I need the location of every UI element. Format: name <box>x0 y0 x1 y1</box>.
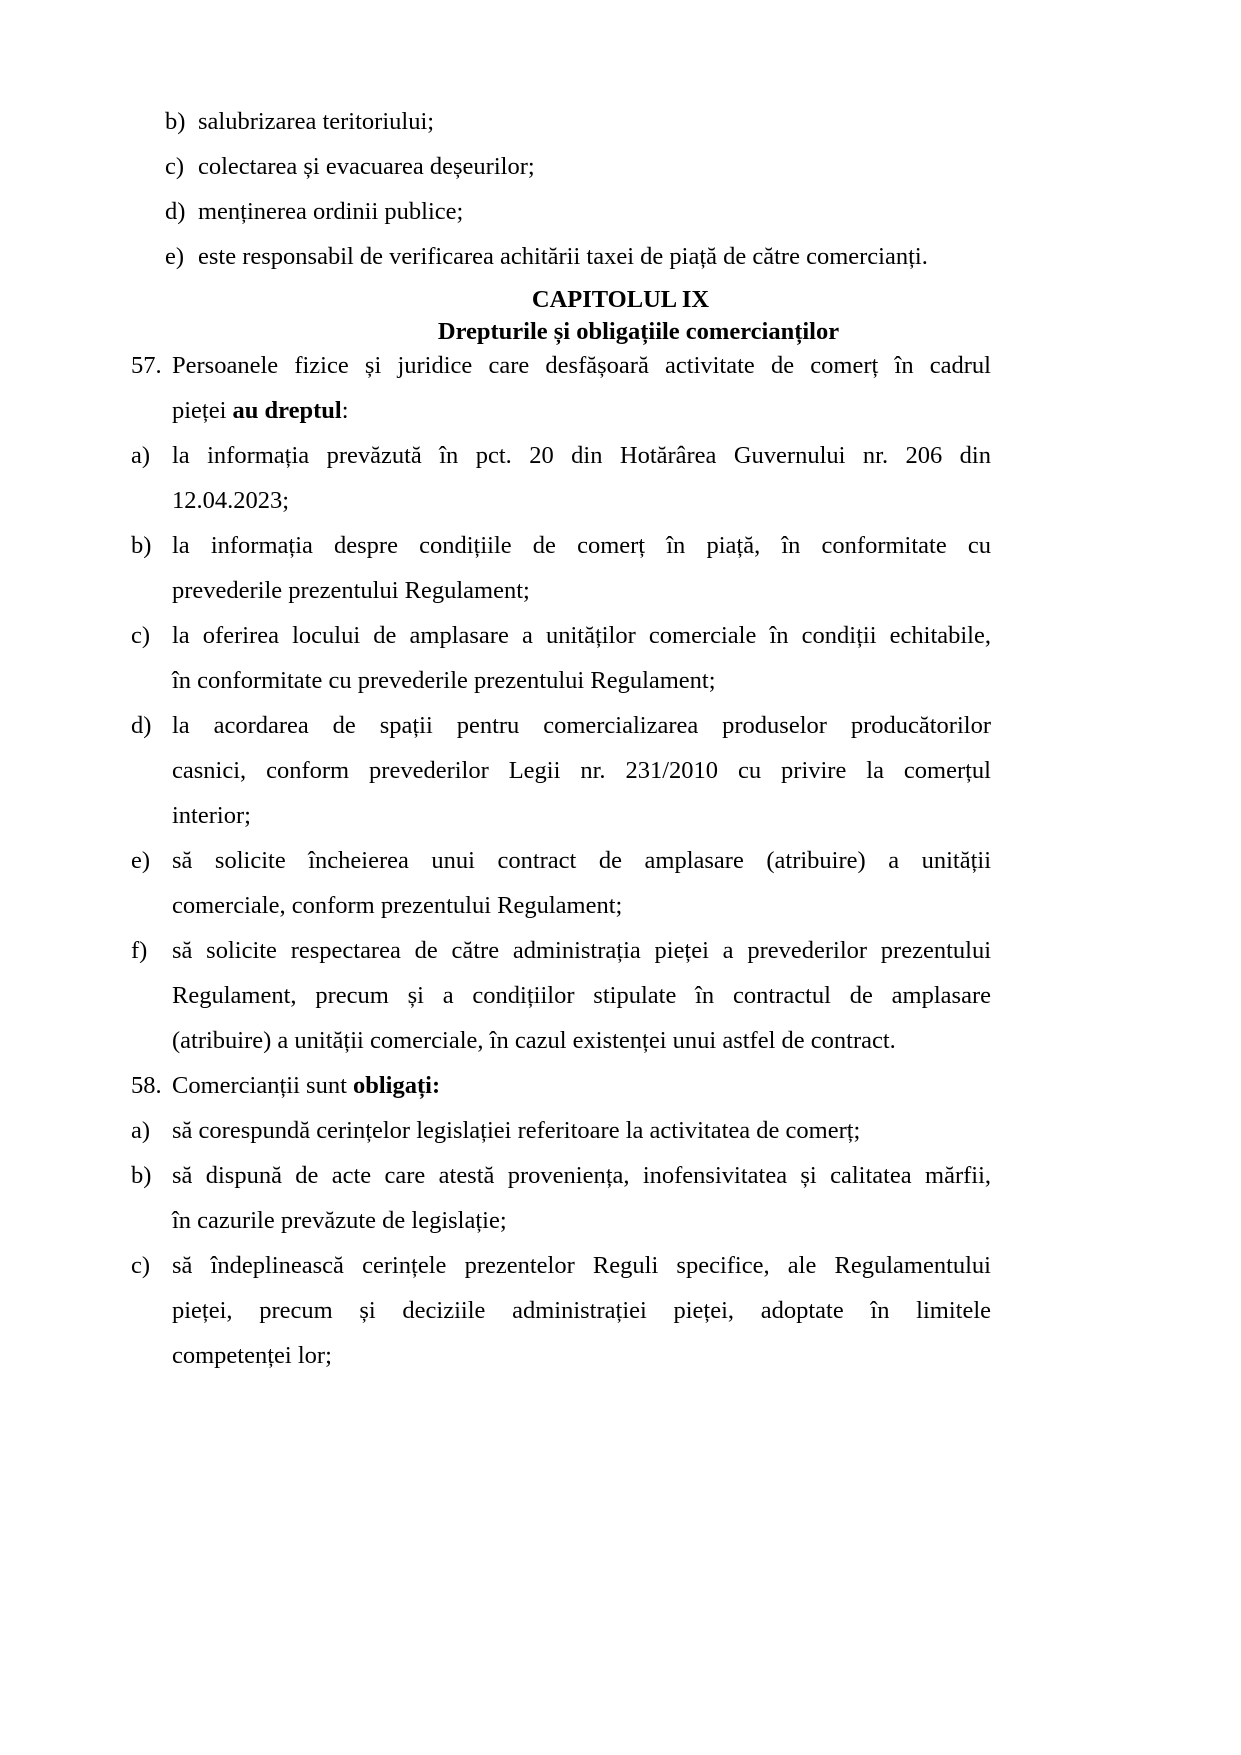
list-item-label: c) <box>131 622 151 649</box>
text-line: în cazurile prevăzute de legislație; <box>172 1207 507 1234</box>
text-segment: Comercianții sunt <box>172 1072 353 1099</box>
list-item-label: b) <box>165 108 186 135</box>
chapter-number: CAPITOLUL IX <box>531 286 710 313</box>
list-item-label: b) <box>131 1162 152 1189</box>
list-item <box>165 239 995 284</box>
text-line: pieței, precum și deciziile administrației pieței, adoptate în limitele <box>172 1297 991 1324</box>
point-58-items <box>131 1108 991 1378</box>
text-line: casnici, conform prevederilor Legii nr. 231/2010 cu privire la comerțul <box>172 757 991 784</box>
list-item <box>131 433 991 523</box>
bold-phrase: obligați: <box>353 1072 441 1099</box>
list-item-label: d) <box>131 712 152 739</box>
list-item-text <box>172 523 991 613</box>
text-line: în conformitate cu prevederile prezentului Regulament; <box>172 667 716 694</box>
text-line <box>172 388 991 433</box>
list-item-text: este responsabil de verificarea achitării taxei de piață de către comercianți. <box>198 243 928 270</box>
text-line <box>172 1063 991 1108</box>
text-line: să corespundă cerințelor legislației referitoare la activitatea de comerț; <box>172 1117 861 1144</box>
list-item-label: f) <box>131 937 148 964</box>
list-item-label: c) <box>165 153 185 180</box>
list-item-label: b) <box>131 532 152 559</box>
list-item-label: a) <box>131 1117 151 1144</box>
list-item <box>165 194 995 239</box>
point-number: 57. <box>131 352 162 379</box>
text-line: la oferirea locului de amplasare a unităților comerciale în condiții echitabile, <box>172 622 991 649</box>
text-line: să îndeplinească cerințele prezentelor Reguli specifice, ale Regulamentului <box>172 1252 991 1279</box>
list-item-text <box>172 1153 991 1243</box>
list-item-label: a) <box>131 442 151 469</box>
text-line: (atribuire) a unității comerciale, în cazul existenței unui astfel de contract. <box>172 1027 896 1054</box>
list-item-text <box>172 838 991 928</box>
chapter-title: Drepturile și obligațiile comercianților <box>437 318 840 345</box>
list-item-text <box>172 433 991 523</box>
list-item-text <box>172 928 991 1063</box>
list-item <box>165 104 995 149</box>
list-item-text <box>172 703 991 838</box>
text-segment: pieței <box>172 397 233 424</box>
point-text <box>172 1063 991 1108</box>
text-line: Regulament, precum și a condițiilor stipulate în contractul de amplasare <box>172 982 991 1009</box>
text-line: prevederile prezentului Regulament; <box>172 577 530 604</box>
point-text <box>172 343 991 433</box>
text-line: la acordarea de spații pentru comercializarea produselor producătorilor <box>172 712 991 739</box>
list-item <box>131 838 991 928</box>
list-item-label: e) <box>165 243 185 270</box>
list-item <box>131 1108 991 1153</box>
bold-phrase: au dreptul <box>232 397 342 424</box>
list-item <box>131 523 991 613</box>
list-item-text: menținerea ordinii publice; <box>198 198 464 225</box>
text-line: să solicite încheierea unui contract de amplasare (atribuire) a unității <box>172 847 991 874</box>
list-item <box>131 613 991 703</box>
text-line: să solicite respectarea de către administrația pieței a prevederilor prezentului <box>172 937 991 964</box>
text-line: competenței lor; <box>172 1342 332 1369</box>
list-item <box>131 1153 991 1243</box>
list-item-label: e) <box>131 847 151 874</box>
text-line: Persoanele fizice și juridice care desfășoară activitate de comerț în cadrul <box>172 352 991 379</box>
text-line: 12.04.2023; <box>172 487 290 514</box>
point-58 <box>131 1063 991 1108</box>
continuation-list <box>165 104 995 284</box>
list-item-text: colectarea și evacuarea deșeurilor; <box>198 153 535 180</box>
text-segment: : <box>341 397 349 424</box>
text-line: interior; <box>172 802 251 829</box>
list-item-text: salubrizarea teritoriului; <box>198 108 435 135</box>
text-line: la informația prevăzută în pct. 20 din Hotărârea Guvernului nr. 206 din <box>172 442 991 469</box>
list-item <box>131 928 991 1063</box>
list-item <box>131 703 991 838</box>
list-item-text <box>172 613 991 703</box>
list-item <box>165 149 995 194</box>
point-57 <box>131 343 991 433</box>
text-line: să dispună de acte care atestă proveniența, inofensivitatea și calitatea mărfii, <box>172 1162 991 1189</box>
point-number: 58. <box>131 1072 162 1099</box>
list-item-label: d) <box>165 198 186 225</box>
list-item-text <box>172 1243 991 1378</box>
text-line: la informația despre condițiile de comerț în piață, în conformitate cu <box>172 532 991 559</box>
point-57-items <box>131 433 991 1063</box>
list-item-text <box>172 1108 991 1153</box>
text-line: comerciale, conform prezentului Regulament; <box>172 892 623 919</box>
list-item <box>131 1243 991 1378</box>
list-item-label: c) <box>131 1252 151 1279</box>
document-body <box>131 343 991 1378</box>
